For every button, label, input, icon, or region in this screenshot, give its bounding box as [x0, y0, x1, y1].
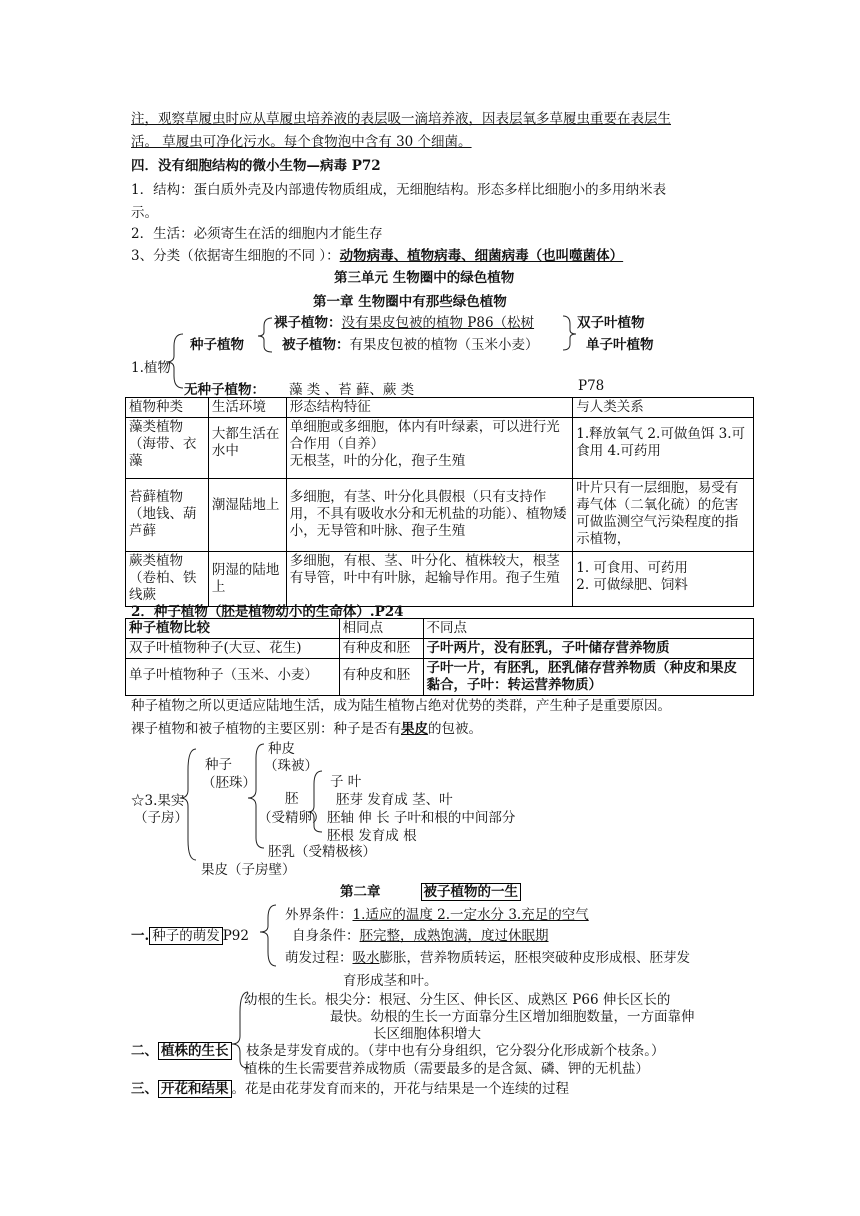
table-cell: 1. 可食用、可药用 2. 可做绿肥、饲料 — [573, 552, 754, 607]
root-growth-2: 最快。幼根的生长一方面靠分生区增加细胞数量，一方面靠伸 — [330, 1009, 695, 1025]
table-cell: 有种皮和胚 — [339, 659, 423, 696]
branch-growth: 枝条是芽发育成的。（芽中也有分身组织，它分裂分化形成新个枝条。） — [246, 1043, 665, 1059]
header-cell: 不同点 — [423, 619, 753, 639]
plant-root-label: 1.植物 — [131, 360, 171, 376]
germination-heading: 一. 种子的萌发 P92 — [131, 928, 249, 944]
table-row — [126, 418, 754, 479]
fruit-root: ☆3.果实 — [131, 793, 185, 809]
self-conditions: 自身条件：胚完整，成熟饱满，度过休眠期 — [292, 928, 549, 944]
page-ref-p78: P78 — [578, 378, 605, 394]
table-cell: 单子叶植物种子（玉米、小麦） — [126, 659, 340, 696]
hypocotyl: 胚轴 伸 长 子叶和根的中间部分 — [327, 810, 516, 826]
table-cell: 苔藓植物（地钱、葫芦藓 — [126, 479, 209, 552]
unit-title: 第三单元 生物圈中的绿色植物 — [334, 270, 515, 286]
seed-compare-table — [125, 618, 754, 696]
seed-node: 种子 — [205, 757, 232, 773]
seed-section-title: 2．种子植物（胚是植物幼小的生命体）.P24 — [131, 604, 404, 620]
growth-heading: 二、 植株的生长 — [131, 1039, 232, 1059]
embryo-node: 胚 — [285, 791, 299, 807]
virus-class: 3、分类（依据寄生细胞的不同 ）：动物病毒、植物病毒、细菌病毒（也叫噬菌体） — [131, 248, 624, 264]
cotyledon: 子 叶 — [330, 774, 362, 790]
seed-coat: 种皮 — [268, 741, 295, 757]
header-cell: 形态结构特征 — [286, 398, 573, 418]
virus-structure-cont: 示。 — [131, 205, 158, 221]
gymnosperm-line: 裸子植物：没有果皮包被的植物 P86（松树 — [274, 315, 535, 331]
radicle: 胚根 发育成 根 — [327, 828, 417, 844]
table-cell: 双子叶植物种子(大豆、花生) — [126, 639, 340, 659]
dicot-label: 双子叶植物 — [577, 315, 645, 331]
virus-structure: 1．结构：蛋白质外壳及内部遗传物质组成，无细胞结构。形态多样比细胞小的多用纳米表 — [131, 182, 667, 198]
intro-line-1: 注，观察草履虫时应从草履虫培养液的表层吸一滴培养液，因表层氧多草履虫重要在表层生 — [131, 111, 671, 127]
plant-types-table — [125, 397, 754, 607]
header-cell: 与人类关系 — [573, 398, 754, 418]
seed-plants-label: 种子植物 — [190, 337, 244, 353]
virus-life: 2．生活：必须寄生在活的细胞内才能生存 — [131, 226, 383, 242]
seed-note-2: 裸子植物和被子植物的主要区别：种子是否有果皮的包被。 — [131, 721, 482, 737]
table-cell: 有种皮和胚 — [339, 639, 423, 659]
table-cell: 多细胞，有茎、叶分化具假根（只有支持作用，不具有吸收水分和无机盐的功能）、植物矮小，无导管和叶脉、孢子生殖 — [286, 479, 573, 552]
root-growth-3: 长区细胞体积增大 — [373, 1026, 481, 1042]
root-growth-1: 幼根的生长。根尖分：根冠、分生区、伸长区、成熟区 P66 伸长区长的 — [244, 992, 671, 1008]
intro-line-2: 活。 草履虫可净化污水。每个食物泡中含有 30 个细菌。 — [131, 134, 472, 150]
external-conditions: 外界条件：1.适应的温度 2.一定水分 3.充足的空气 — [285, 907, 589, 923]
table-cell: 大都生活在水中 — [208, 418, 286, 479]
pericarp: 果皮（子房壁） — [201, 862, 296, 878]
table-cell: 子叶两片，没有胚乳，子叶储存营养物质 — [423, 639, 753, 659]
table-cell: 1.释放氧气 2.可做鱼饵 3.可食用 4.可药用 — [573, 418, 754, 479]
chapter-2-title: 第二章 被子植物的一生 — [340, 880, 521, 900]
chapter-1-title: 第一章 生物圈中有那些绿色植物 — [313, 294, 507, 310]
header-cell: 种子植物比较 — [126, 619, 340, 639]
table-header-row — [126, 619, 754, 639]
table-cell: 潮湿陆地上 — [208, 479, 286, 552]
table-header-row — [126, 398, 754, 418]
endosperm: 胚乳（受精极核） — [268, 844, 376, 860]
fruit-root-sub: （子房） — [134, 810, 188, 826]
table-cell: 藻类植物（海带、衣藻 — [126, 418, 209, 479]
seed-node-sub: （胚珠） — [202, 775, 256, 791]
table-cell: 多细胞，有根、茎、叶分化、植株较大，根茎有导管，叶中有叶脉，起输导作用。孢子生殖 — [286, 552, 573, 607]
germination-process-cont: 育形成茎和叶。 — [343, 973, 438, 989]
table-cell: 单细胞或多细胞，体内有叶绿素，可以进行光合作用（自养） 无根茎，叶的分化，孢子生殖 — [286, 418, 573, 479]
flowering-line: 三、 开花和结果 。花是由花芽发育而来的，开花与结果是一个连续的过程 — [131, 1081, 569, 1097]
table-row — [126, 639, 754, 659]
germination-process: 萌发过程：吸水膨胀，营养物质转运，胚根突破种皮形成根、胚芽发 — [285, 950, 690, 966]
embryo-node-sub: （受精卵） — [258, 810, 326, 826]
table-cell: 蕨类植物（卷柏、铁线蕨 — [126, 552, 209, 607]
table-cell: 子叶一片，有胚乳，胚乳储存营养物质（种皮和果皮黏合，子叶：转运营养物质） — [423, 659, 753, 696]
plumule: 胚芽 发育成 茎、叶 — [336, 792, 453, 808]
table-cell: 阴湿的陆地上 — [208, 552, 286, 607]
nutrient-need: 植株的生长需要营养成物质（需要最多的是含氮、磷、钾的无机盐） — [244, 1061, 649, 1077]
header-cell: 相同点 — [339, 619, 423, 639]
header-cell: 生活环境 — [208, 398, 286, 418]
table-row — [126, 479, 754, 552]
section-4-title: 四．没有细胞结构的微小生物—病毒 P72 — [131, 158, 381, 174]
table-cell: 叶片只有一层细胞，易受有毒气体（二氧化硫）的危害可做监测空气污染程度的指示植物， — [573, 479, 754, 552]
monocot-label: 单子叶植物 — [586, 337, 654, 353]
seed-coat-sub: （珠被） — [264, 758, 318, 774]
seed-note-1: 种子植物之所以更适应陆地生活，成为陆生植物占绝对优势的类群，产生种子是重要原因。 — [131, 698, 671, 714]
table-row — [126, 659, 754, 696]
non-seed-plants: 无种子植物： 藻 类 、苔 藓、蕨 类 — [184, 382, 415, 398]
angiosperm-line: 被子植物：有果皮包被的植物（玉米小麦） — [282, 337, 539, 353]
header-cell: 植物种类 — [126, 398, 209, 418]
table-row — [126, 552, 754, 607]
